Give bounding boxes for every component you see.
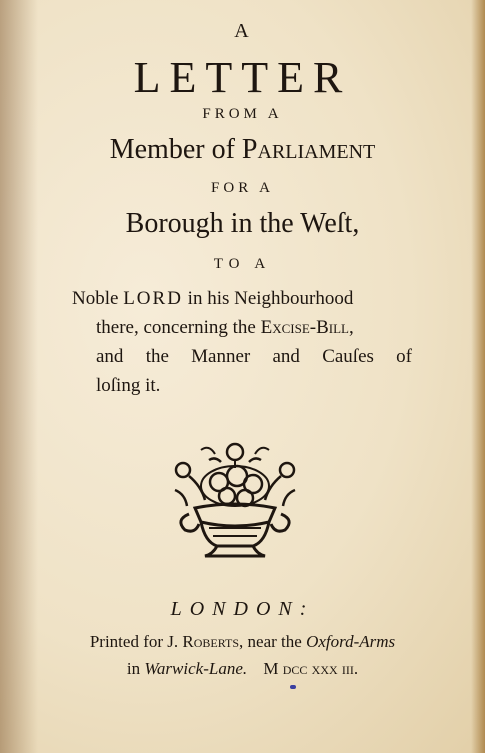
title-borough: Borough in the Weſt,	[125, 208, 360, 239]
para3-word-3: Manner	[191, 346, 251, 367]
imprint-city: LONDON:	[170, 598, 315, 620]
title-article: A	[234, 20, 251, 42]
para3-word-2: the	[145, 346, 169, 367]
title-for: FOR A	[211, 180, 274, 196]
flower-basket-icon	[165, 430, 305, 560]
imprint1-mid: near the	[247, 632, 302, 651]
imprint1-roberts: Roberts,	[182, 632, 244, 651]
title-member-parliament: Parliament	[241, 134, 376, 165]
imprint1-oxford-arms: Oxford-Arms	[306, 632, 396, 651]
imprint1-pre: Printed for J.	[89, 632, 179, 651]
title-to: TO A	[213, 256, 272, 272]
para2-excise: Excise-Bill,	[260, 317, 354, 338]
para3-word-4: and	[272, 346, 300, 367]
title-from: FROM A	[202, 106, 283, 122]
imprint2-pre: in	[126, 659, 141, 678]
imprint-line-1	[0, 632, 485, 652]
paragraph-line-4: loſing it.	[96, 375, 161, 396]
title-member-prefix: Member of	[109, 134, 235, 165]
title-paragraph	[72, 284, 412, 400]
paragraph-line-1	[72, 284, 412, 313]
title-member	[0, 134, 485, 166]
imprint2-warwick-lane: Warwick-Lane.	[144, 659, 248, 678]
paragraph-line-3	[72, 342, 412, 371]
title-letter: LETTER	[133, 53, 352, 102]
paragraph-line-2	[72, 313, 412, 342]
para2-pre: there, concerning the	[96, 317, 256, 338]
imprint2-date: M dcc xxx iii.	[263, 659, 359, 678]
para3-word-5: Cauſes	[322, 346, 374, 367]
para1-pre: Noble	[72, 288, 119, 309]
para3-word-1: and	[96, 346, 124, 367]
para3-word-6: of	[396, 346, 412, 367]
para1-lord: LORD	[123, 288, 183, 309]
para1-post: in his Neighbourhood	[187, 288, 354, 309]
ink-dot	[290, 685, 296, 689]
imprint-line-2	[0, 659, 485, 679]
